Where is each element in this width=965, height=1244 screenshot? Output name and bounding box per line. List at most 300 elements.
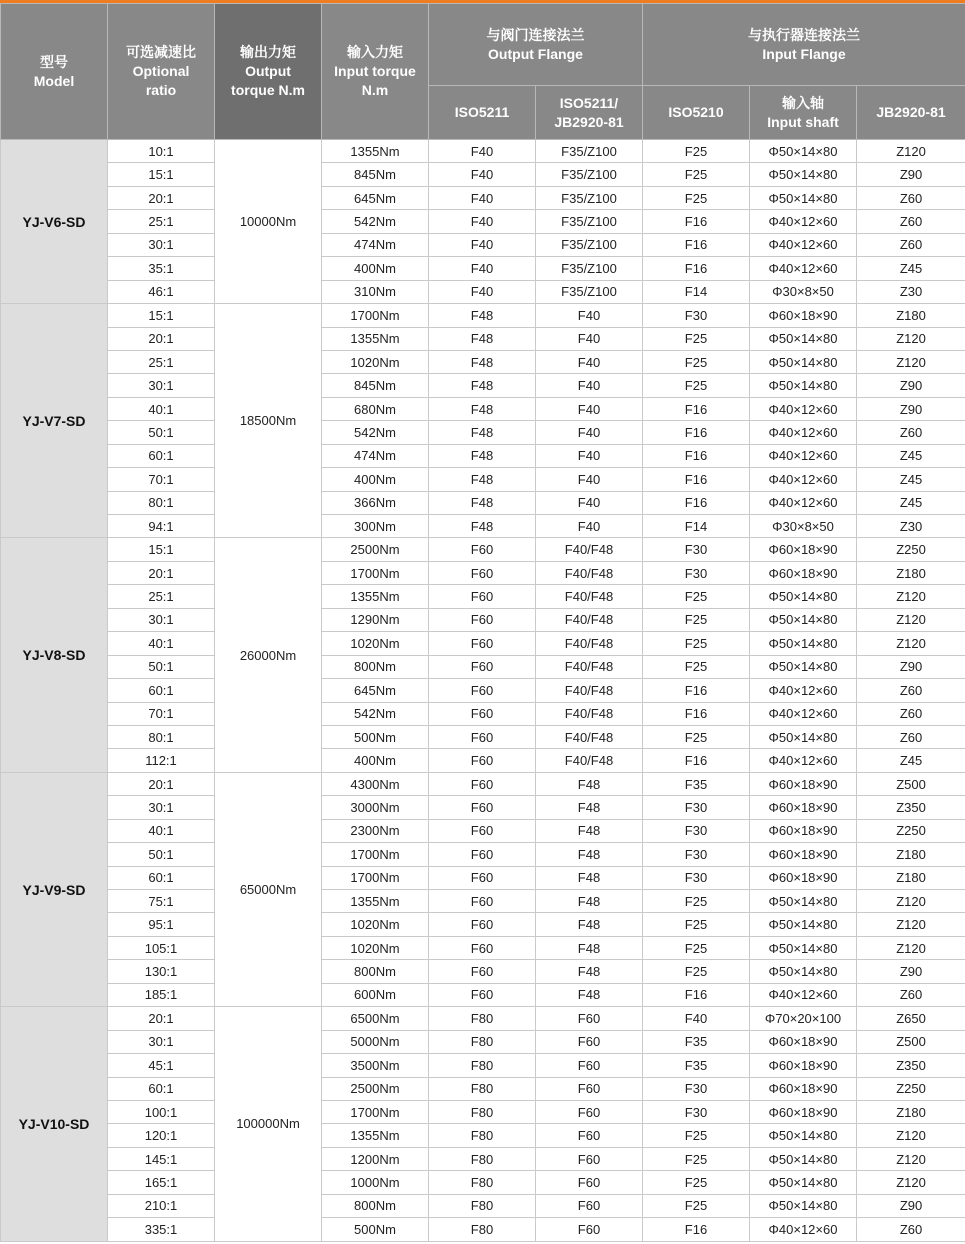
iso5211-jb2920-cell: F48 (536, 936, 643, 959)
iso5210-cell: F25 (643, 936, 750, 959)
iso5211-jb2920-cell: F40/F48 (536, 538, 643, 561)
table-row (1, 561, 965, 584)
jb2920-cell: Z45 (857, 491, 965, 514)
input-torque-cell: 1020Nm (322, 632, 429, 655)
ratio-cell: 50:1 (108, 843, 215, 866)
iso5211-cell: F60 (429, 960, 536, 983)
ratio-cell: 210:1 (108, 1194, 215, 1217)
iso5210-cell: F25 (643, 186, 750, 209)
iso5210-cell: F25 (643, 960, 750, 983)
iso5211-jb2920-cell: F60 (536, 1171, 643, 1194)
iso5210-cell: F30 (643, 1077, 750, 1100)
table-row (1, 186, 965, 209)
ratio-cell: 40:1 (108, 397, 215, 420)
input-torque-cell: 500Nm (322, 725, 429, 748)
header-output-torque (215, 4, 322, 140)
header-input-torque (322, 4, 429, 140)
input-shaft-cell: Φ40×12×60 (750, 749, 857, 772)
output-torque-cell: 26000Nm (215, 538, 322, 772)
iso5211-cell: F60 (429, 796, 536, 819)
table-row (1, 1077, 965, 1100)
iso5210-cell: F25 (643, 1194, 750, 1217)
iso5210-cell: F25 (643, 890, 750, 913)
ratio-cell: 25:1 (108, 585, 215, 608)
iso5211-jb2920-cell: F35/Z100 (536, 210, 643, 233)
ratio-cell: 50:1 (108, 655, 215, 678)
header-output-flange-zh: 与阀门连接法兰 (486, 26, 585, 43)
iso5211-cell: F48 (429, 304, 536, 327)
iso5210-cell: F16 (643, 1218, 750, 1241)
iso5210-cell: F16 (643, 210, 750, 233)
input-torque-cell: 1355Nm (322, 140, 429, 163)
table-row (1, 655, 965, 678)
jb2920-cell: Z350 (857, 1054, 965, 1077)
iso5211-cell: F80 (429, 1171, 536, 1194)
header-iso5211-jb2920 (536, 86, 643, 140)
input-shaft-cell: Φ60×18×90 (750, 304, 857, 327)
iso5210-cell: F25 (643, 350, 750, 373)
jb2920-cell: Z60 (857, 421, 965, 444)
table-row (1, 983, 965, 1006)
input-shaft-cell: Φ50×14×80 (750, 350, 857, 373)
header-input-flange-en: Input Flange (762, 45, 846, 62)
input-shaft-cell: Φ60×18×90 (750, 843, 857, 866)
input-torque-cell: 1200Nm (322, 1147, 429, 1170)
iso5210-cell: F16 (643, 444, 750, 467)
input-shaft-cell: Φ50×14×80 (750, 1147, 857, 1170)
iso5211-cell: F48 (429, 444, 536, 467)
iso5211-cell: F48 (429, 421, 536, 444)
iso5211-jb2920-cell: F35/Z100 (536, 140, 643, 163)
header-output-flange-en: Output Flange (488, 45, 583, 62)
jb2920-cell: Z90 (857, 163, 965, 186)
ratio-cell: 15:1 (108, 304, 215, 327)
input-shaft-cell: Φ60×18×90 (750, 561, 857, 584)
iso5210-cell: F14 (643, 515, 750, 538)
iso5211-jb2920-cell: F40 (536, 304, 643, 327)
ratio-cell: 46:1 (108, 280, 215, 303)
input-shaft-cell: Φ60×18×90 (750, 1054, 857, 1077)
spec-table (0, 3, 965, 1242)
iso5210-cell: F40 (643, 1007, 750, 1030)
iso5211-jb2920-cell: F60 (536, 1030, 643, 1053)
table-row (1, 1054, 965, 1077)
input-shaft-cell: Φ50×14×80 (750, 585, 857, 608)
jb2920-cell: Z45 (857, 468, 965, 491)
input-torque-cell: 1700Nm (322, 1100, 429, 1123)
input-shaft-cell: Φ60×18×90 (750, 772, 857, 795)
iso5211-cell: F40 (429, 163, 536, 186)
ratio-cell: 100:1 (108, 1100, 215, 1123)
model-cell: YJ-V7-SD (1, 304, 108, 538)
input-shaft-cell: Φ50×14×80 (750, 1124, 857, 1147)
iso5210-cell: F16 (643, 679, 750, 702)
header-ratio-en1: Optional (132, 63, 190, 79)
iso5211-cell: F48 (429, 468, 536, 491)
input-shaft-cell: Φ40×12×60 (750, 983, 857, 1006)
jb2920-cell: Z120 (857, 585, 965, 608)
iso5211-jb2920-cell: F48 (536, 913, 643, 936)
input-shaft-cell: Φ60×18×90 (750, 1030, 857, 1053)
iso5211-jb2920-cell: F48 (536, 772, 643, 795)
input-shaft-cell: Φ40×12×60 (750, 468, 857, 491)
ratio-cell: 30:1 (108, 796, 215, 819)
iso5211-jb2920-cell: F60 (536, 1194, 643, 1217)
input-shaft-cell: Φ50×14×80 (750, 632, 857, 655)
ratio-cell: 60:1 (108, 866, 215, 889)
table-row (1, 1218, 965, 1241)
iso5210-cell: F14 (643, 280, 750, 303)
jb2920-cell: Z350 (857, 796, 965, 819)
iso5211-cell: F48 (429, 491, 536, 514)
iso5210-cell: F16 (643, 233, 750, 256)
table-row (1, 585, 965, 608)
iso5211-jb2920-cell: F40/F48 (536, 632, 643, 655)
iso5210-cell: F35 (643, 772, 750, 795)
header-output-torque-en2: torque N.m (231, 82, 305, 98)
input-torque-cell: 1020Nm (322, 913, 429, 936)
input-shaft-cell: Φ40×12×60 (750, 444, 857, 467)
input-torque-cell: 310Nm (322, 280, 429, 303)
model-cell: YJ-V8-SD (1, 538, 108, 772)
header-iso5211-jb2920-l2: JB2920-81 (554, 113, 624, 130)
iso5211-cell: F60 (429, 772, 536, 795)
ratio-cell: 20:1 (108, 327, 215, 350)
jb2920-cell: Z250 (857, 1077, 965, 1100)
iso5211-cell: F60 (429, 585, 536, 608)
header-iso5210: ISO5210 (643, 86, 750, 140)
iso5210-cell: F25 (643, 725, 750, 748)
input-torque-cell: 800Nm (322, 960, 429, 983)
input-torque-cell: 542Nm (322, 702, 429, 725)
input-shaft-cell: Φ40×12×60 (750, 397, 857, 420)
iso5211-jb2920-cell: F40 (536, 491, 643, 514)
input-torque-cell: 542Nm (322, 210, 429, 233)
header-model-zh: 型号 (40, 53, 68, 70)
iso5211-cell: F80 (429, 1218, 536, 1241)
table-row (1, 140, 965, 163)
iso5211-cell: F40 (429, 257, 536, 280)
jb2920-cell: Z120 (857, 936, 965, 959)
iso5211-jb2920-cell: F35/Z100 (536, 257, 643, 280)
input-torque-cell: 3000Nm (322, 796, 429, 819)
ratio-cell: 80:1 (108, 491, 215, 514)
table-row (1, 749, 965, 772)
input-shaft-cell: Φ30×8×50 (750, 280, 857, 303)
ratio-cell: 35:1 (108, 257, 215, 280)
input-shaft-cell: Φ50×14×80 (750, 655, 857, 678)
iso5211-jb2920-cell: F40 (536, 421, 643, 444)
iso5211-cell: F80 (429, 1054, 536, 1077)
ratio-cell: 185:1 (108, 983, 215, 1006)
iso5211-jb2920-cell: F40/F48 (536, 702, 643, 725)
jb2920-cell: Z180 (857, 866, 965, 889)
input-torque-cell: 1355Nm (322, 890, 429, 913)
table-row (1, 304, 965, 327)
input-torque-cell: 500Nm (322, 1218, 429, 1241)
input-torque-cell: 6500Nm (322, 1007, 429, 1030)
ratio-cell: 130:1 (108, 960, 215, 983)
iso5211-jb2920-cell: F48 (536, 866, 643, 889)
ratio-cell: 105:1 (108, 936, 215, 959)
iso5210-cell: F25 (643, 327, 750, 350)
iso5211-cell: F60 (429, 749, 536, 772)
iso5211-jb2920-cell: F48 (536, 960, 643, 983)
input-shaft-cell: Φ60×18×90 (750, 1077, 857, 1100)
input-torque-cell: 1700Nm (322, 843, 429, 866)
output-torque-cell: 65000Nm (215, 772, 322, 1006)
ratio-cell: 94:1 (108, 515, 215, 538)
header-input-shaft (750, 86, 857, 140)
input-shaft-cell: Φ60×18×90 (750, 1100, 857, 1123)
iso5211-jb2920-cell: F40/F48 (536, 679, 643, 702)
jb2920-cell: Z650 (857, 1007, 965, 1030)
table-row (1, 350, 965, 373)
jb2920-cell: Z120 (857, 913, 965, 936)
jb2920-cell: Z60 (857, 210, 965, 233)
ratio-cell: 70:1 (108, 702, 215, 725)
ratio-cell: 10:1 (108, 140, 215, 163)
table-row (1, 843, 965, 866)
input-torque-cell: 1700Nm (322, 561, 429, 584)
iso5210-cell: F30 (643, 538, 750, 561)
jb2920-cell: Z90 (857, 655, 965, 678)
input-torque-cell: 845Nm (322, 374, 429, 397)
header-jb2920: JB2920-81 (857, 86, 965, 140)
input-shaft-cell: Φ40×12×60 (750, 491, 857, 514)
ratio-cell: 60:1 (108, 679, 215, 702)
iso5210-cell: F30 (643, 866, 750, 889)
iso5211-jb2920-cell: F60 (536, 1124, 643, 1147)
iso5211-cell: F60 (429, 679, 536, 702)
iso5211-jb2920-cell: F48 (536, 843, 643, 866)
iso5211-jb2920-cell: F40 (536, 515, 643, 538)
input-shaft-cell: Φ40×12×60 (750, 233, 857, 256)
iso5211-jb2920-cell: F60 (536, 1077, 643, 1100)
iso5211-cell: F60 (429, 819, 536, 842)
iso5211-jb2920-cell: F48 (536, 890, 643, 913)
input-shaft-cell: Φ60×18×90 (750, 819, 857, 842)
input-torque-cell: 845Nm (322, 163, 429, 186)
header-output-torque-en1: Output (245, 63, 291, 79)
input-shaft-cell: Φ30×8×50 (750, 515, 857, 538)
ratio-cell: 30:1 (108, 608, 215, 631)
jb2920-cell: Z180 (857, 561, 965, 584)
iso5211-jb2920-cell: F40/F48 (536, 585, 643, 608)
input-torque-cell: 1000Nm (322, 1171, 429, 1194)
iso5210-cell: F30 (643, 561, 750, 584)
input-shaft-cell: Φ60×18×90 (750, 538, 857, 561)
jb2920-cell: Z60 (857, 702, 965, 725)
iso5211-cell: F60 (429, 936, 536, 959)
iso5211-jb2920-cell: F40 (536, 327, 643, 350)
input-torque-cell: 400Nm (322, 749, 429, 772)
input-shaft-cell: Φ60×18×90 (750, 866, 857, 889)
iso5211-jb2920-cell: F40/F48 (536, 749, 643, 772)
table-row (1, 608, 965, 631)
ratio-cell: 30:1 (108, 374, 215, 397)
input-shaft-cell: Φ40×12×60 (750, 210, 857, 233)
jb2920-cell: Z30 (857, 515, 965, 538)
iso5211-cell: F60 (429, 983, 536, 1006)
table-row (1, 1030, 965, 1053)
iso5210-cell: F25 (643, 585, 750, 608)
iso5210-cell: F30 (643, 796, 750, 819)
table-row (1, 819, 965, 842)
table-row (1, 397, 965, 420)
input-shaft-cell: Φ50×14×80 (750, 913, 857, 936)
iso5210-cell: F25 (643, 632, 750, 655)
table-header (1, 4, 965, 140)
input-shaft-cell: Φ70×20×100 (750, 1007, 857, 1030)
table-row (1, 796, 965, 819)
input-shaft-cell: Φ50×14×80 (750, 725, 857, 748)
input-torque-cell: 680Nm (322, 397, 429, 420)
ratio-cell: 45:1 (108, 1054, 215, 1077)
input-torque-cell: 5000Nm (322, 1030, 429, 1053)
header-input-flange (643, 4, 965, 86)
iso5211-cell: F40 (429, 140, 536, 163)
iso5210-cell: F30 (643, 304, 750, 327)
iso5210-cell: F16 (643, 468, 750, 491)
iso5211-jb2920-cell: F60 (536, 1147, 643, 1170)
jb2920-cell: Z120 (857, 632, 965, 655)
jb2920-cell: Z60 (857, 233, 965, 256)
iso5211-jb2920-cell: F35/Z100 (536, 186, 643, 209)
table-row (1, 772, 965, 795)
table-row (1, 468, 965, 491)
iso5211-cell: F60 (429, 561, 536, 584)
ratio-cell: 95:1 (108, 913, 215, 936)
input-shaft-cell: Φ60×18×90 (750, 796, 857, 819)
jb2920-cell: Z120 (857, 1124, 965, 1147)
table-row (1, 1124, 965, 1147)
table-row (1, 960, 965, 983)
input-torque-cell: 645Nm (322, 186, 429, 209)
table-body (1, 140, 965, 1242)
jb2920-cell: Z60 (857, 1218, 965, 1241)
iso5211-jb2920-cell: F35/Z100 (536, 280, 643, 303)
iso5210-cell: F25 (643, 1124, 750, 1147)
table-row (1, 327, 965, 350)
input-shaft-cell: Φ50×14×80 (750, 327, 857, 350)
header-input-shaft-en: Input shaft (767, 113, 839, 130)
table-row (1, 702, 965, 725)
iso5211-cell: F48 (429, 374, 536, 397)
iso5211-cell: F80 (429, 1194, 536, 1217)
input-shaft-cell: Φ50×14×80 (750, 1171, 857, 1194)
table-row (1, 257, 965, 280)
header-output-torque-zh: 输出力矩 (240, 44, 296, 60)
input-torque-cell: 542Nm (322, 421, 429, 444)
table-row (1, 210, 965, 233)
input-torque-cell: 1355Nm (322, 585, 429, 608)
header-model (1, 4, 108, 140)
ratio-cell: 70:1 (108, 468, 215, 491)
table-row (1, 1100, 965, 1123)
input-shaft-cell: Φ50×14×80 (750, 140, 857, 163)
jb2920-cell: Z60 (857, 983, 965, 1006)
iso5211-cell: F40 (429, 210, 536, 233)
ratio-cell: 60:1 (108, 1077, 215, 1100)
header-ratio-en2: ratio (145, 82, 177, 98)
table-row (1, 163, 965, 186)
table-row (1, 890, 965, 913)
ratio-cell: 50:1 (108, 421, 215, 444)
iso5210-cell: F35 (643, 1030, 750, 1053)
header-model-en: Model (33, 72, 75, 89)
iso5211-cell: F80 (429, 1030, 536, 1053)
ratio-cell: 75:1 (108, 890, 215, 913)
jb2920-cell: Z500 (857, 1030, 965, 1053)
jb2920-cell: Z60 (857, 679, 965, 702)
header-iso5211-jb2920-l1: ISO5211/ (559, 94, 619, 111)
model-cell: YJ-V6-SD (1, 140, 108, 304)
input-torque-cell: 2500Nm (322, 538, 429, 561)
iso5210-cell: F16 (643, 749, 750, 772)
ratio-cell: 112:1 (108, 749, 215, 772)
table-row (1, 444, 965, 467)
ratio-cell: 15:1 (108, 163, 215, 186)
iso5211-jb2920-cell: F35/Z100 (536, 233, 643, 256)
table-row (1, 1194, 965, 1217)
input-torque-cell: 2500Nm (322, 1077, 429, 1100)
input-torque-cell: 300Nm (322, 515, 429, 538)
iso5210-cell: F30 (643, 843, 750, 866)
iso5210-cell: F25 (643, 1147, 750, 1170)
jb2920-cell: Z180 (857, 843, 965, 866)
jb2920-cell: Z45 (857, 257, 965, 280)
iso5211-jb2920-cell: F60 (536, 1218, 643, 1241)
ratio-cell: 145:1 (108, 1147, 215, 1170)
ratio-cell: 25:1 (108, 210, 215, 233)
iso5211-jb2920-cell: F40 (536, 350, 643, 373)
ratio-cell: 60:1 (108, 444, 215, 467)
ratio-cell: 20:1 (108, 1007, 215, 1030)
header-input-shaft-zh: 输入轴 (782, 94, 824, 111)
iso5211-cell: F60 (429, 702, 536, 725)
iso5211-cell: F60 (429, 632, 536, 655)
input-torque-cell: 3500Nm (322, 1054, 429, 1077)
input-shaft-cell: Φ40×12×60 (750, 257, 857, 280)
iso5210-cell: F16 (643, 257, 750, 280)
iso5211-jb2920-cell: F40 (536, 374, 643, 397)
iso5211-jb2920-cell: F60 (536, 1100, 643, 1123)
table-row (1, 725, 965, 748)
iso5211-jb2920-cell: F35/Z100 (536, 163, 643, 186)
jb2920-cell: Z30 (857, 280, 965, 303)
jb2920-cell: Z90 (857, 960, 965, 983)
table-row (1, 374, 965, 397)
ratio-cell: 25:1 (108, 350, 215, 373)
input-shaft-cell: Φ50×14×80 (750, 890, 857, 913)
header-input-torque-en2: N.m (361, 82, 389, 98)
header-input-torque-zh: 输入力矩 (347, 44, 403, 60)
iso5211-cell: F60 (429, 890, 536, 913)
iso5210-cell: F25 (643, 608, 750, 631)
output-torque-cell: 18500Nm (215, 304, 322, 538)
jb2920-cell: Z90 (857, 1194, 965, 1217)
iso5211-cell: F60 (429, 655, 536, 678)
table-row (1, 1007, 965, 1030)
iso5210-cell: F16 (643, 702, 750, 725)
header-ratio-zh: 可选减速比 (126, 44, 196, 60)
output-torque-cell: 10000Nm (215, 140, 322, 304)
input-shaft-cell: Φ40×12×60 (750, 679, 857, 702)
jb2920-cell: Z250 (857, 819, 965, 842)
iso5210-cell: F30 (643, 819, 750, 842)
input-torque-cell: 1020Nm (322, 936, 429, 959)
